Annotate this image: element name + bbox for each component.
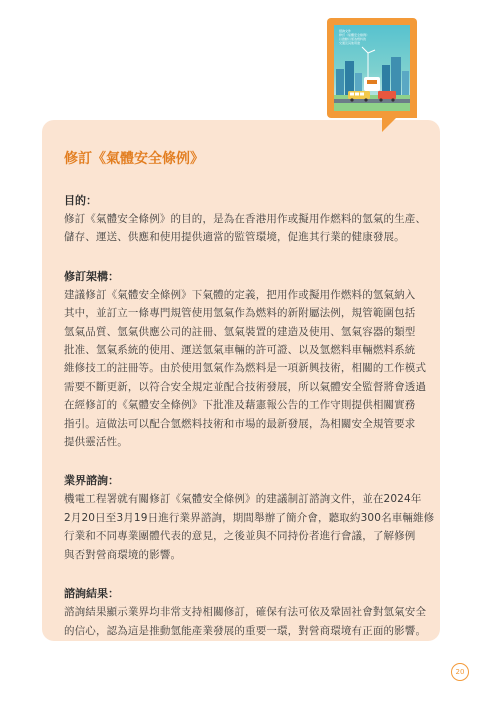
cover-title-text	[339, 29, 369, 45]
section-heading: 業界諮詢：	[64, 474, 119, 488]
paragraph-line: 指引。這做法可以配合氫燃料技術和市場的最新發展，為相關安全規管要求	[64, 417, 416, 430]
paragraph-line: 的信心，認為這是推動氫能產業發展的重要一環，對營商環境有正面的影響。	[64, 624, 427, 637]
paragraph-line: 提供靈活性。	[64, 436, 128, 449]
paragraph-line: 2月20日至3月19日進行業界諮詢，期間舉辦了簡介會，聽取約300名車輛維修	[64, 511, 435, 524]
paragraph-line: 與否對營商環境的影響。	[64, 548, 182, 561]
section-heading: 諮詢結果：	[64, 587, 119, 601]
section-heading: 目的：	[64, 194, 97, 207]
paragraph-line: 其中，並訂立一條專門規管使用氫氣作為燃料的新附屬法例，規管範圍包括	[64, 307, 416, 320]
paragraph-line: 諮詢結果顯示業界均非常支持相關修訂，確保有法可依及鞏固社會對氫氣安全	[64, 606, 427, 619]
section-heading: 修訂架構：	[64, 269, 119, 283]
section-results	[64, 585, 427, 640]
paragraph-line: 在經修訂的《氣體安全條例》下批准及藉憲報公告的工作守則提供相關實務	[64, 399, 416, 412]
section-consultation	[64, 472, 435, 564]
content-body	[64, 148, 435, 661]
paragraph-line: 維修技工的註冊等。由於使用氫氣作為燃料是一項新興技術，相關的工作模式	[64, 362, 427, 375]
paragraph-line: 氫氣品質、氫氣供應公司的註冊、氫氣裝置的建造及使用、氫氣容器的類型	[64, 325, 416, 338]
paragraph-line: 批准、氫氣系統的使用、運送氫氣車輛的許可證、以及氫燃料車輛燃料系統	[64, 344, 416, 357]
cover-thumbnail	[327, 18, 417, 118]
section-framework	[64, 268, 427, 452]
cover-title-line: 以推動以氫為燃料的	[339, 37, 367, 41]
cover-title-line: 交通及其他用途	[339, 41, 361, 45]
paragraph-line: 建議修訂《氣體安全條例》下氣體的定義，把用作或擬用作燃料的氫氣納入	[64, 288, 416, 301]
cover-image	[334, 25, 410, 111]
cover-title-line: 諮詢文件	[339, 29, 352, 33]
paragraph-line: 行業和不同專業團體代表的意見，之後並與不同持份者進行會議，了解修例	[64, 530, 416, 543]
section-purpose	[64, 192, 427, 247]
paragraph-line: 儲存、運送、供應和使用提供適當的監管環境，促進其行業的健康發展。	[64, 231, 405, 244]
page-number: 20	[451, 663, 469, 681]
page-title: 修訂《氣體安全條例》	[64, 151, 204, 167]
paragraph-line: 機電工程署就有關修訂《氣體安全條例》的建議制訂諮詢文件，並在2024年	[64, 493, 422, 506]
cover-title-line: 修訂《氣體安全條例》	[339, 33, 370, 37]
paragraph-line: 修訂《氣體安全條例》的目的，是為在香港用作或擬用作燃料的氫氣的生產、	[64, 213, 427, 225]
speech-pointer	[382, 116, 398, 132]
paragraph-line: 需要不斷更新，以符合安全規定並配合技術發展，所以氣體安全監督將會透過	[64, 380, 427, 393]
